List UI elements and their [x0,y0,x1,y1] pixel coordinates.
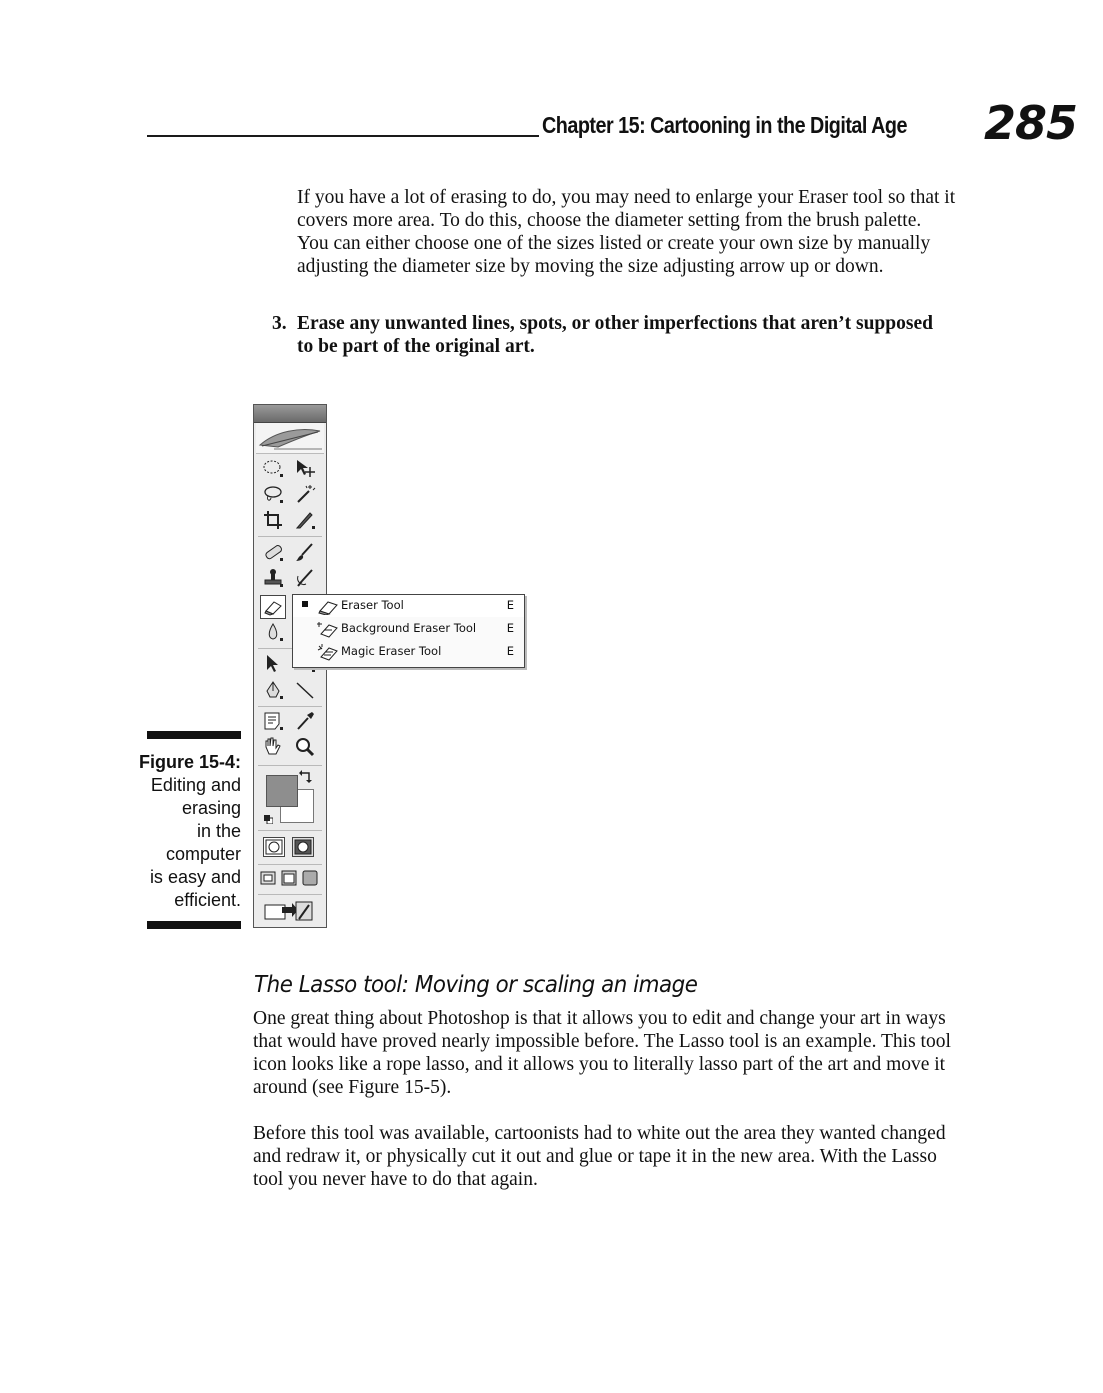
eraser-tool-flyout-menu [292,594,525,668]
hand-tool-icon[interactable] [261,736,285,758]
section-paragraph: Before this tool was available, cartoonists had to white out the area they wanted changed and redraw it, or physically cut it out and glue or tape it in the new area. With the Lasso tool you never have to do that again. [253,1123,946,1190]
crop-tool-icon[interactable] [261,509,285,531]
background-eraser-icon [316,620,340,638]
menu-item-background-eraser-tool[interactable] [293,618,524,640]
tool-group-separator [258,830,322,831]
chapter-title: Chapter 15: Cartooning in the Digital Age [542,112,907,138]
healing-brush-tool-icon[interactable] [261,541,285,563]
menu-item-eraser-tool[interactable] [293,595,524,617]
section-paragraph: One great thing about Photoshop is that it allows you to edit and change your art in ways that would have proved nearly impossible before. The Lasso tool is an example. This tool icon looks like a rope lasso, and it allows you to literally lasso part of the art and move it around (see Figure 15-5). [253,1008,951,1098]
caption-line: computer [165,844,241,864]
quick-mask-mode-button[interactable] [292,837,314,857]
figure-caption-bar-bottom [147,921,241,929]
path-selection-tool-icon[interactable] [261,652,285,674]
default-colors-icon[interactable] [264,811,273,820]
header-rule [147,135,539,137]
figure-label: Figure 15-4: [138,752,241,772]
swap-colors-icon[interactable] [298,768,314,784]
step-text: Erase any unwanted lines, spots, or other imperfections that aren’t supposed to be part of the original art. [297,313,933,357]
menu-item-label: Magic Eraser Tool [341,644,442,658]
caption-line: Editing and [150,775,241,795]
move-tool-icon[interactable] [293,457,317,479]
figure-caption-bar-top [147,731,241,739]
selected-bullet-icon [302,601,308,607]
eyedropper-tool-icon[interactable] [293,710,317,732]
menu-item-magic-eraser-tool[interactable] [293,641,524,663]
magic-eraser-icon [316,643,340,661]
pen-tool-icon[interactable] [261,679,285,701]
blur-tool-icon[interactable] [261,621,285,643]
eraser-tool-icon[interactable] [260,595,286,619]
marquee-tool-icon[interactable] [261,457,285,479]
menu-item-shortcut: E [506,598,514,612]
tool-group-separator [258,706,322,707]
caption-line: erasing [181,798,241,818]
page-number: 285 [984,96,1078,150]
foreground-color-swatch[interactable] [266,775,298,807]
full-screen-menu-mode-icon[interactable] [279,868,299,888]
tool-group-separator [258,864,322,865]
lasso-tool-icon[interactable] [261,483,285,505]
menu-item-label: Eraser Tool [341,598,404,612]
figure-caption [120,751,241,912]
intro-paragraph: If you have a lot of erasing to do, you may need to enlarge your Eraser tool so that it covers more area. To do this, choose the diameter setting from the brush palette. You can either choose one of the sizes listed or create your own size by manually adjusting the diameter size by moving the size adjusting arrow up or down. [297,187,956,277]
caption-line: efficient. [174,890,241,910]
feather-logo-icon[interactable] [256,423,324,454]
tool-group-separator [258,765,322,766]
tool-group-separator [258,894,322,895]
brush-tool-icon[interactable] [293,541,317,563]
full-screen-mode-icon[interactable] [300,868,320,888]
line-tool-icon[interactable] [293,679,317,701]
eraser-icon [316,597,340,615]
palette-title-bar[interactable] [254,405,326,423]
slice-tool-icon[interactable] [293,509,317,531]
menu-item-label: Background Eraser Tool [341,621,477,635]
notes-tool-icon[interactable] [261,710,285,732]
step-number: 3. [272,313,287,334]
standard-mode-button[interactable] [263,837,285,857]
zoom-tool-icon[interactable] [293,736,317,758]
jump-to-imageready-icon[interactable] [262,899,316,923]
history-brush-tool-icon[interactable] [293,567,317,589]
magic-wand-tool-icon[interactable] [293,483,317,505]
section-heading: The Lasso tool: Moving or scaling an image [254,972,698,998]
menu-item-shortcut: E [506,644,514,658]
standard-screen-mode-icon[interactable] [258,868,278,888]
menu-item-shortcut: E [506,621,514,635]
clone-stamp-tool-icon[interactable] [261,567,285,589]
caption-line: in the [196,821,241,841]
tool-group-separator [258,536,322,537]
caption-line: is easy and [149,867,241,887]
